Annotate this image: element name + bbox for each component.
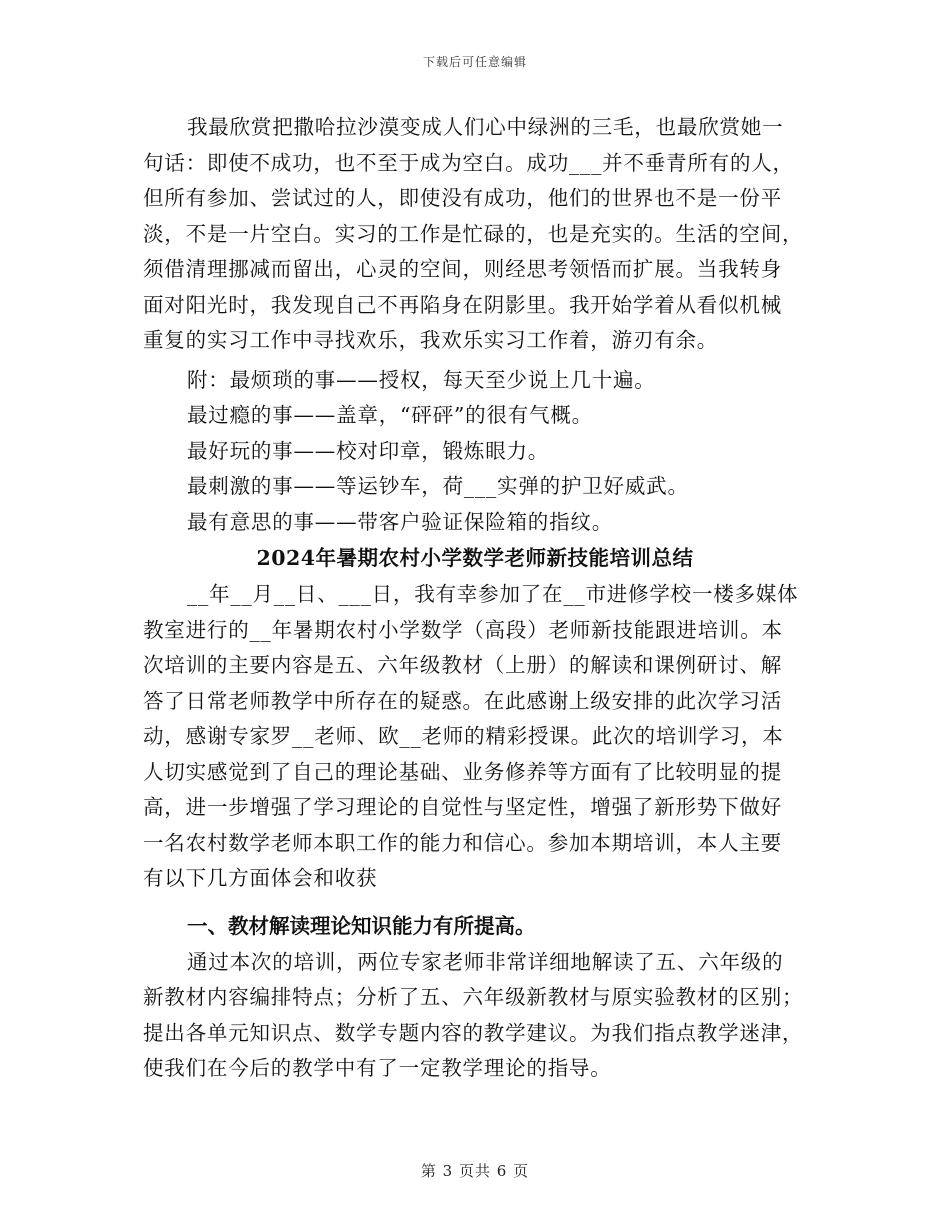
paragraph-line: 使我们在今后的教学中有了一定教学理论的指导。	[143, 1056, 612, 1080]
page-number: 第 3 页共 6 页	[420, 1162, 530, 1180]
section-heading: 一、教材解读理论知识能力有所提高。	[187, 913, 536, 938]
appendix-item: 最有意思的事——带客户验证保险箱的指纹。	[187, 509, 613, 534]
paragraph-line: 提出各单元知识点、数学专题内容的教学建议。为我们指点教学迷津，	[143, 1020, 804, 1045]
paragraph-line: __年__月__日、___日，我有幸参加了在__市进修学校一楼多媒体	[187, 582, 799, 606]
paragraph-line: 我最欣赏把撒哈拉沙漠变成人们心中绿洲的三毛，也最欣赏她一	[187, 115, 784, 139]
paragraph-line: 教室进行的__年暑期农村小学数学（高段）老师新技能跟进培训。本	[143, 617, 783, 642]
appendix-item: 最过瘾的事——盖章，“砰砰”的很有气概。	[187, 403, 593, 427]
document-title: 2024年暑期农村小学数学老师新技能培训总结	[256, 546, 694, 570]
paragraph-line: 重复的实习工作中寻找欢乐，我欢乐实习工作着，游刃有余。	[143, 328, 719, 352]
paragraph-line: 答了日常老师教学中所存在的疑惑。在此感谢上级安排的此次学习活	[143, 688, 782, 713]
paragraph-intro	[143, 577, 807, 897]
paragraph-line: 须借清理挪减而留出，心灵的空间，则经思考领悟而扩展。当我转身	[143, 257, 782, 281]
page-header: 下载后可任意编辑	[422, 55, 527, 69]
paragraph-line: 但所有参加、尝试过的人，即使没有成功，他们的世界也不是一份平	[143, 186, 782, 210]
paragraph-line: 句话：即使不成功，也不至于成为空白。成功___并不垂青所有的人，	[143, 150, 794, 175]
paragraph-line: 新教材内容编排特点；分析了五、六年级新教材与原实验教材的区别；	[143, 985, 804, 1009]
paragraph-line: 淡，不是一片空白。实习的工作是忙碌的，也是充实的。生活的空间，	[143, 221, 804, 246]
paragraph-line: 通过本次的培训，两位专家老师非常详细地解读了五、六年级的	[187, 949, 784, 974]
paragraph-section1	[143, 945, 807, 1087]
document-body	[143, 110, 807, 1087]
paragraph-sanmao	[143, 110, 807, 359]
appendix-list	[143, 363, 807, 541]
paragraph-line: 有以下几方面体会和收获	[143, 866, 378, 890]
paragraph-line: 面对阳光时，我发现自己不再陷身在阴影里。我开始学着从看似机械	[143, 292, 782, 317]
appendix-item: 最刺激的事——等运钞车，荷___实弹的护卫好威武。	[187, 474, 689, 498]
paragraph-line: 高，进一步增强了学习理论的自觉性与坚定性，增强了新形势下做好	[143, 795, 782, 819]
paragraph-line: 一名农村数学老师本职工作的能力和信心。参加本期培训，本人主要	[143, 830, 782, 855]
paragraph-line: 次培训的主要内容是五、六年级教材（上册）的解读和课例研讨、解	[143, 653, 782, 677]
appendix-item: 最好玩的事——校对印章，锻炼眼力。	[187, 438, 550, 463]
paragraph-line: 动，感谢专家罗__老师、欧__老师的精彩授课。此次的培训学习，本	[143, 724, 784, 748]
paragraph-line: 人切实感觉到了自己的理论基础、业务修养等方面有了比较明显的提	[143, 759, 782, 784]
appendix-item: 附：最烦琐的事——授权，每天至少说上几十遍。	[187, 367, 656, 392]
